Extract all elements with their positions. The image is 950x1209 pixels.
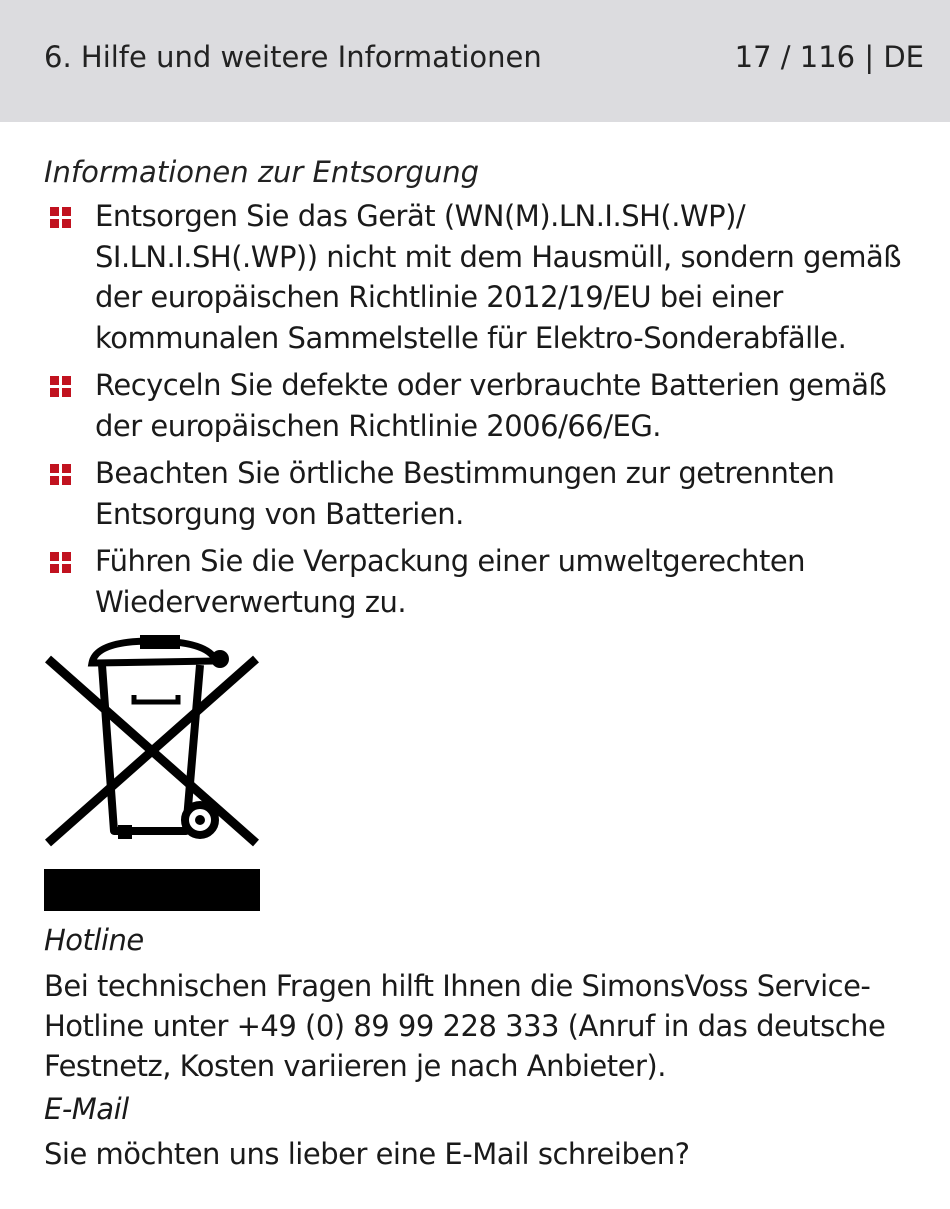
list-item (44, 196, 924, 358)
list-item (44, 541, 924, 622)
list-item-text: Führen Sie die Verpackung einer umweltgerechten Wiederverwertung zu. (95, 544, 806, 619)
list-item-text: Beachten Sie örtliche Bestimmungen zur getrennten Entsorgung von Batterien. (95, 456, 835, 531)
disposal-list (44, 196, 924, 622)
weee-crossed-bin-icon (44, 635, 264, 913)
page-number: 17 / 116 | DE (734, 40, 924, 74)
disposal-heading: Informationen zur Entsorgung (44, 155, 479, 189)
email-text: Sie möchten uns lieber eine E-Mail schreiben? (44, 1137, 690, 1171)
chapter-title: 6. Hilfe und weitere Informationen (44, 40, 542, 74)
email-heading: E-Mail (44, 1092, 129, 1126)
list-item (44, 365, 924, 446)
page-header (0, 0, 950, 122)
red-square-bullet-icon (50, 464, 71, 485)
list-item-text: Entsorgen Sie das Gerät (WN(M).LN.I.SH(.WP)/ SI.LN.I.SH(.WP)) nicht mit dem Hausmüll, sondern gemäß der europäischen Richtlinie 2012/19/EU bei einer kommunalen Sammelstelle für Elektro-Sonderabfälle. (95, 199, 902, 355)
hotline-text: Bei technischen Fragen hilft Ihnen die SimonsVoss Service-Hotline unter +49 (0) 89 99 228 333 (Anruf in das deutsche Festnetz, Kosten variieren je nach Anbieter). (44, 969, 886, 1083)
hotline-heading: Hotline (44, 923, 144, 957)
red-square-bullet-icon (50, 552, 71, 573)
list-item-text: Recyceln Sie defekte oder verbrauchte Batterien gemäß der europäischen Richtlinie 2006/66/EG. (95, 368, 887, 443)
disposal-section (44, 152, 924, 629)
red-square-bullet-icon (50, 207, 71, 228)
red-square-bullet-icon (50, 376, 71, 397)
list-item (44, 453, 924, 534)
